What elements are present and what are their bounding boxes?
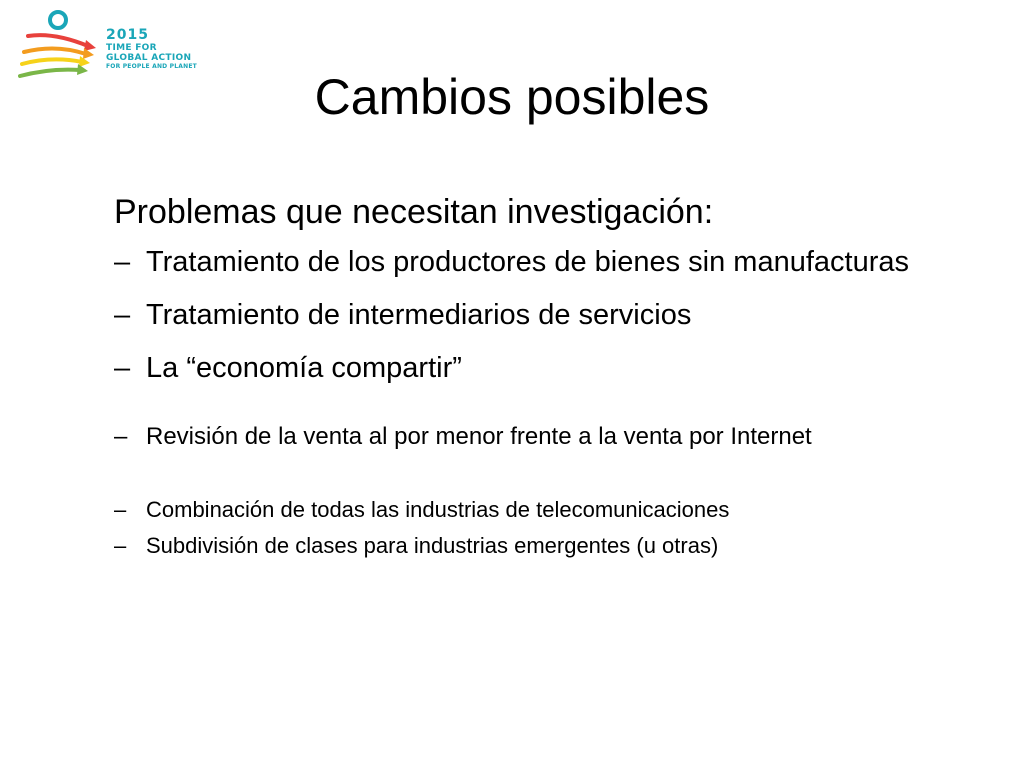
bullet-text: Combinación de todas las industrias de telecomunicaciones [146,497,730,522]
slide-title: Cambios posibles [314,69,710,125]
logo-orange-arrow-icon [24,48,86,54]
dash-bullet-icon: – [114,246,131,278]
bullet-item-4 [114,420,914,453]
dash-bullet-icon: – [114,352,131,384]
dash-bullet-icon: – [114,497,127,522]
logo-line-1: TIME FOR [106,43,157,53]
bullet-item-5 [114,495,914,525]
logo-line-2: GLOBAL ACTION [106,53,192,63]
bullet-text: Tratamiento de los productores de bienes sin manufacturas [146,246,910,278]
logo-line-3: FOR PEOPLE AND PLANET [106,63,197,70]
bullet-text: Subdivisión de clases para industrias emergentes (u otras) [146,533,719,558]
bullet-item-1 [114,244,914,280]
bullet-text: La “economía compartir” [146,352,462,384]
logo-yellow-arrow-icon [22,59,82,64]
logo-red-arrow-icon [28,35,88,46]
logo-year: 2015 [106,27,149,43]
slide-body [114,190,914,567]
bullet-item-6 [114,531,914,561]
bullet-item-2 [114,297,914,333]
bullet-item-3 [114,350,914,386]
logo-text [106,28,197,70]
section-heading: Problemas que necesitan investigación: [114,193,714,231]
dash-bullet-icon: – [114,533,127,558]
dash-bullet-icon: – [114,299,131,331]
logo-circle-icon [50,12,66,28]
bullet-text: Revisión de la venta al por menor frente a la venta por Internet [146,423,812,450]
bullet-text: Tratamiento de intermediarios de servicios [146,299,692,331]
dash-bullet-icon: – [114,423,128,450]
